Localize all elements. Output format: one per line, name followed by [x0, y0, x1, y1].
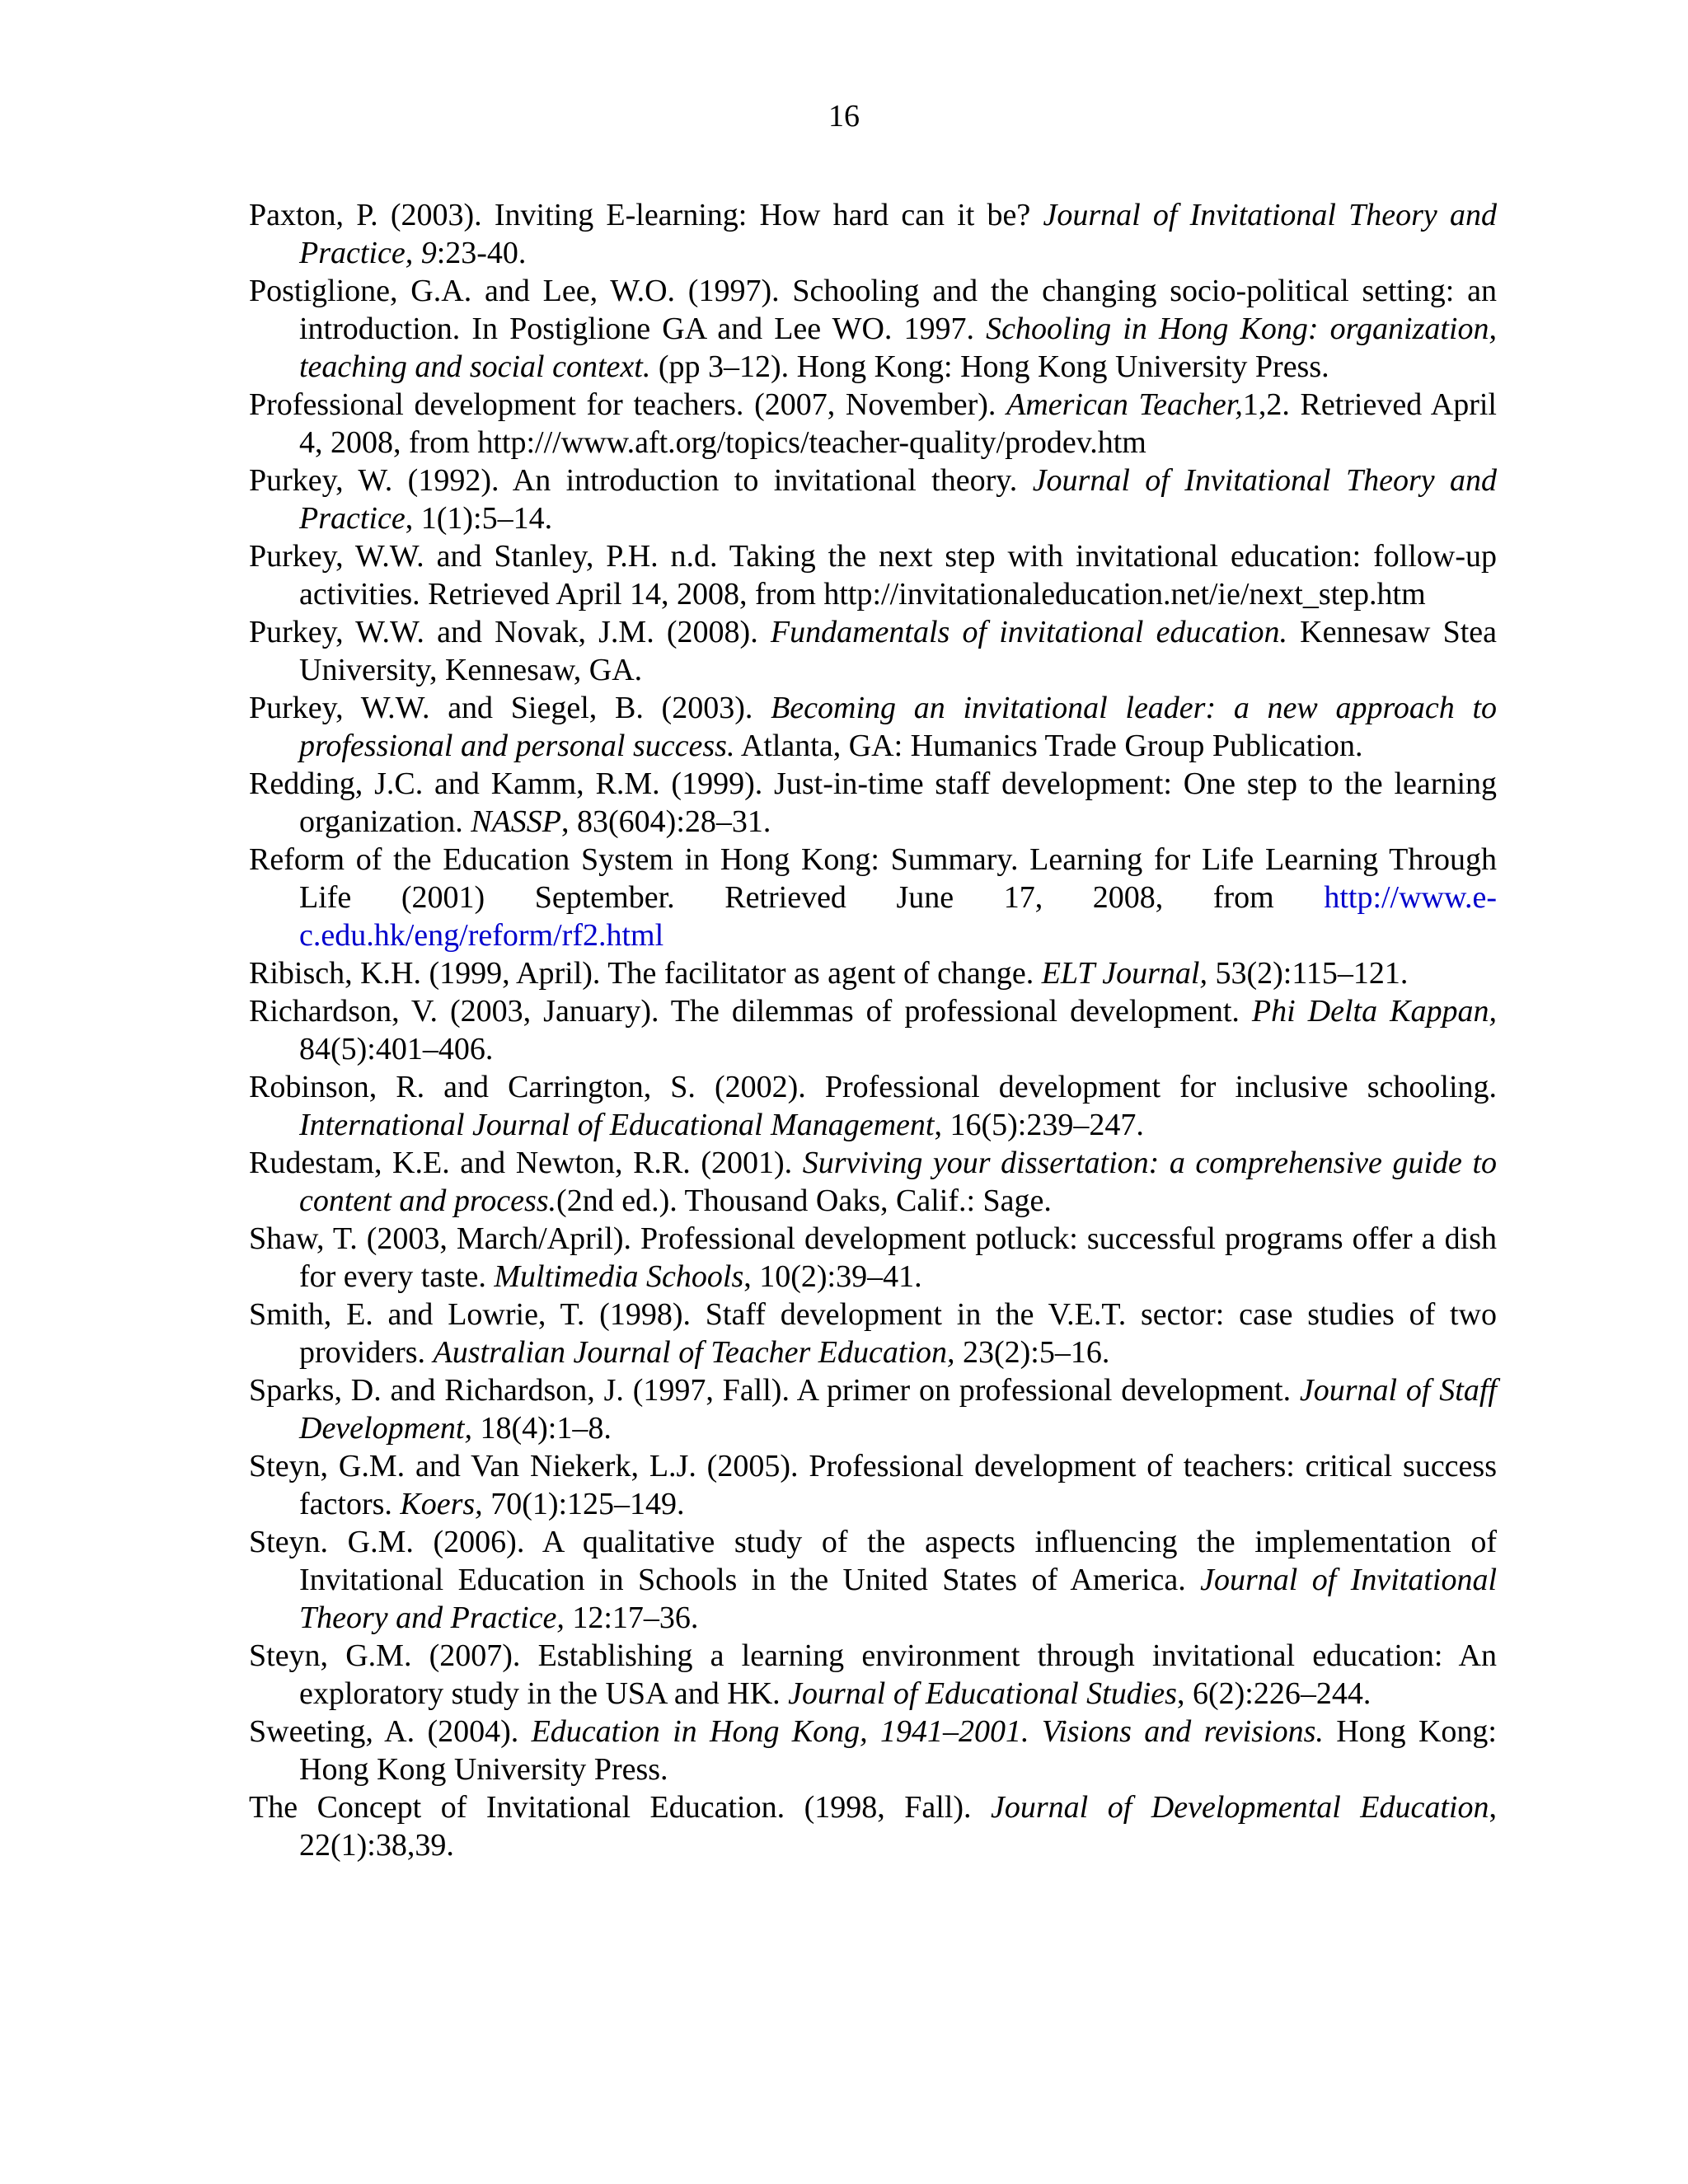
- reference-text: Steyn, G.M. and Van Niekerk, L.J. (2005). Professional development of teachers: critical success factors.: [249, 1449, 1497, 1521]
- reference-text: , 6(2):226–244.: [1176, 1676, 1372, 1711]
- reference-entry: [249, 1144, 1497, 1220]
- reference-entry: [249, 537, 1497, 613]
- reference-text: 53(2):115–121.: [1207, 956, 1409, 991]
- reference-source-title: Schooling in Hong Kong: organization, teaching and social context.: [299, 312, 1497, 384]
- reference-text: Kennesaw Stea University, Kennesaw, GA.: [299, 615, 1497, 687]
- reference-text: 12:17–36.: [564, 1601, 699, 1635]
- reference-entry: [249, 1447, 1497, 1523]
- reference-text: Ribisch, K.H. (1999, April). The facilitator as agent of change.: [249, 956, 1042, 991]
- reference-entry: [249, 1788, 1497, 1864]
- reference-text: Smith, E. and Lowrie, T. (1998). Staff development in the V.E.T. sector: case studies of two providers.: [249, 1297, 1497, 1370]
- page-number: 16: [828, 99, 860, 134]
- reference-text: :23-40.: [436, 236, 527, 270]
- reference-source-title: NASSP: [471, 804, 562, 839]
- reference-source-title: ELT Journal,: [1041, 956, 1207, 991]
- reference-source-title: Journal of Educational Studies: [788, 1676, 1177, 1711]
- reference-text: Shaw, T. (2003, March/April). Professional development potluck: successful programs offer a dish for every taste.: [249, 1221, 1497, 1294]
- reference-source-title: Australian Journal of Teacher Education,: [433, 1335, 955, 1370]
- reference-source-title: Koers,: [400, 1487, 483, 1521]
- reference-entry: [249, 272, 1497, 386]
- reference-text: Professional development for teachers. (2007, November).: [249, 387, 1007, 422]
- reference-text: Purkey, W.W. and Siegel, B. (2003).: [249, 691, 771, 725]
- reference-source-title: International Journal of Educational Management: [299, 1108, 935, 1142]
- reference-entry: [249, 386, 1497, 462]
- reference-text: Redding, J.C. and Kamm, R.M. (1999). Just-in-time staff development: One step to the learning organization.: [249, 766, 1497, 839]
- reference-text: Atlanta, GA: Humanics Trade Group Publication.: [734, 729, 1363, 763]
- reference-text: 18(4):1–8.: [471, 1411, 612, 1446]
- reference-text: Postiglione, G.A. and Lee, W.O. (1997). Schooling and the changing socio-political setting: an introduction. In Postiglione GA and Lee WO. 1997.: [249, 274, 1497, 346]
- reference-text: Sweeting, A. (2004).: [249, 1714, 532, 1749]
- reference-text: , 16(5):239–247.: [934, 1108, 1144, 1142]
- reference-entry: [249, 765, 1497, 841]
- reference-text: The Concept of Invitational Education. (1998, Fall).: [249, 1790, 992, 1825]
- reference-source-title: Journal of Invitational Theory and Practice, 9: [299, 198, 1497, 270]
- reference-text: , 1(1):5–14.: [405, 501, 553, 536]
- reference-text: Steyn, G.M. (2007). Establishing a learning environment through invitational education: An exploratory study in the USA and HK.: [249, 1638, 1497, 1711]
- reference-text: Robinson, R. and Carrington, S. (2002). Professional development for inclusive schooling.: [249, 1070, 1497, 1104]
- reference-source-title: Becoming an invitational leader: a new approach to professional and personal success.: [299, 691, 1498, 763]
- reference-text: 70(1):125–149.: [482, 1487, 685, 1521]
- reference-entry: [249, 1713, 1497, 1788]
- reference-entry: [249, 689, 1497, 765]
- reference-source-title: Journal of Invitational Theory and Practice: [299, 463, 1497, 536]
- reference-text: Richardson, V. (2003, January). The dilemmas of professional development.: [249, 994, 1252, 1029]
- reference-text: Steyn. G.M. (2006). A qualitative study of the aspects influencing the implementation of Invitational Education in Schools in the United States of America.: [249, 1525, 1497, 1597]
- reference-text: Paxton, P. (2003). Inviting E-learning: How hard can it be?: [249, 198, 1043, 232]
- reference-list: [249, 196, 1497, 1864]
- reference-text: Purkey, W.W. and Novak, J.M. (2008).: [249, 615, 771, 649]
- reference-source-title: American Teacher,: [1006, 387, 1243, 422]
- reference-source-title: Journal of Staff Development,: [299, 1373, 1497, 1446]
- reference-text: Sparks, D. and Richardson, J. (1997, Fall). A primer on professional development.: [249, 1373, 1300, 1408]
- reference-text: Hong Kong: Hong Kong University Press.: [299, 1714, 1497, 1787]
- reference-source-title: Surviving your dissertation: a comprehensive guide to content and process.: [299, 1146, 1498, 1218]
- reference-text: , 10(2):39–41.: [743, 1259, 922, 1294]
- reference-entry: [249, 613, 1497, 689]
- reference-text: (2nd ed.). Thousand Oaks, Calif.: Sage.: [556, 1183, 1052, 1218]
- reference-text: Reform of the Education System in Hong Kong: Summary. Learning for Life Learning Through Life (2001) September. Retrieved June 17, 2008, from: [249, 842, 1497, 915]
- reference-entry: [249, 1068, 1497, 1144]
- reference-source-title: Multimedia Schools: [494, 1259, 744, 1294]
- reference-source-title: Fundamentals of invitational education.: [770, 615, 1287, 649]
- reference-entry: [249, 1523, 1497, 1637]
- reference-text: , 83(604):28–31.: [561, 804, 771, 839]
- reference-link[interactable]: http://www.e-c.edu.hk/eng/reform/rf2.html: [299, 880, 1497, 953]
- reference-entry: [249, 1296, 1497, 1371]
- reference-entry: [249, 1371, 1497, 1447]
- reference-text: Purkey, W.W. and Stanley, P.H. n.d. Taking the next step with invitational education: follow-up activities. Retrieved April 14, 2008, from http://invitationaleducation.net/ie/next_step.htm: [249, 539, 1497, 612]
- reference-entry: [249, 954, 1497, 992]
- reference-text: , 22(1):38,39.: [299, 1790, 1497, 1863]
- reference-text: (pp 3–12). Hong Kong: Hong Kong University Press.: [650, 349, 1329, 384]
- reference-source-title: Journal of Invitational Theory and Practice,: [299, 1563, 1498, 1635]
- reference-entry: [249, 1637, 1497, 1713]
- reference-entry: [249, 196, 1497, 272]
- reference-entry: [249, 841, 1497, 954]
- reference-entry: [249, 462, 1497, 537]
- reference-source-title: Phi Delta Kappan,: [1251, 994, 1497, 1029]
- reference-entry: [249, 1220, 1497, 1296]
- reference-text: Rudestam, K.E. and Newton, R.R. (2001).: [249, 1146, 803, 1180]
- reference-text: 84(5):401–406.: [299, 1032, 494, 1066]
- reference-text: 1,2. Retrieved April 4, 2008, from http:///www.aft.org/topics/teacher-quality/prodev.htm: [299, 387, 1497, 460]
- reference-source-title: Journal of Developmental Education: [991, 1790, 1489, 1825]
- reference-entry: [249, 992, 1497, 1068]
- reference-text: Purkey, W. (1992). An introduction to invitational theory.: [249, 463, 1033, 498]
- reference-source-title: Education in Hong Kong, 1941–2001. Visions and revisions.: [531, 1714, 1324, 1749]
- reference-text: 23(2):5–16.: [954, 1335, 1110, 1370]
